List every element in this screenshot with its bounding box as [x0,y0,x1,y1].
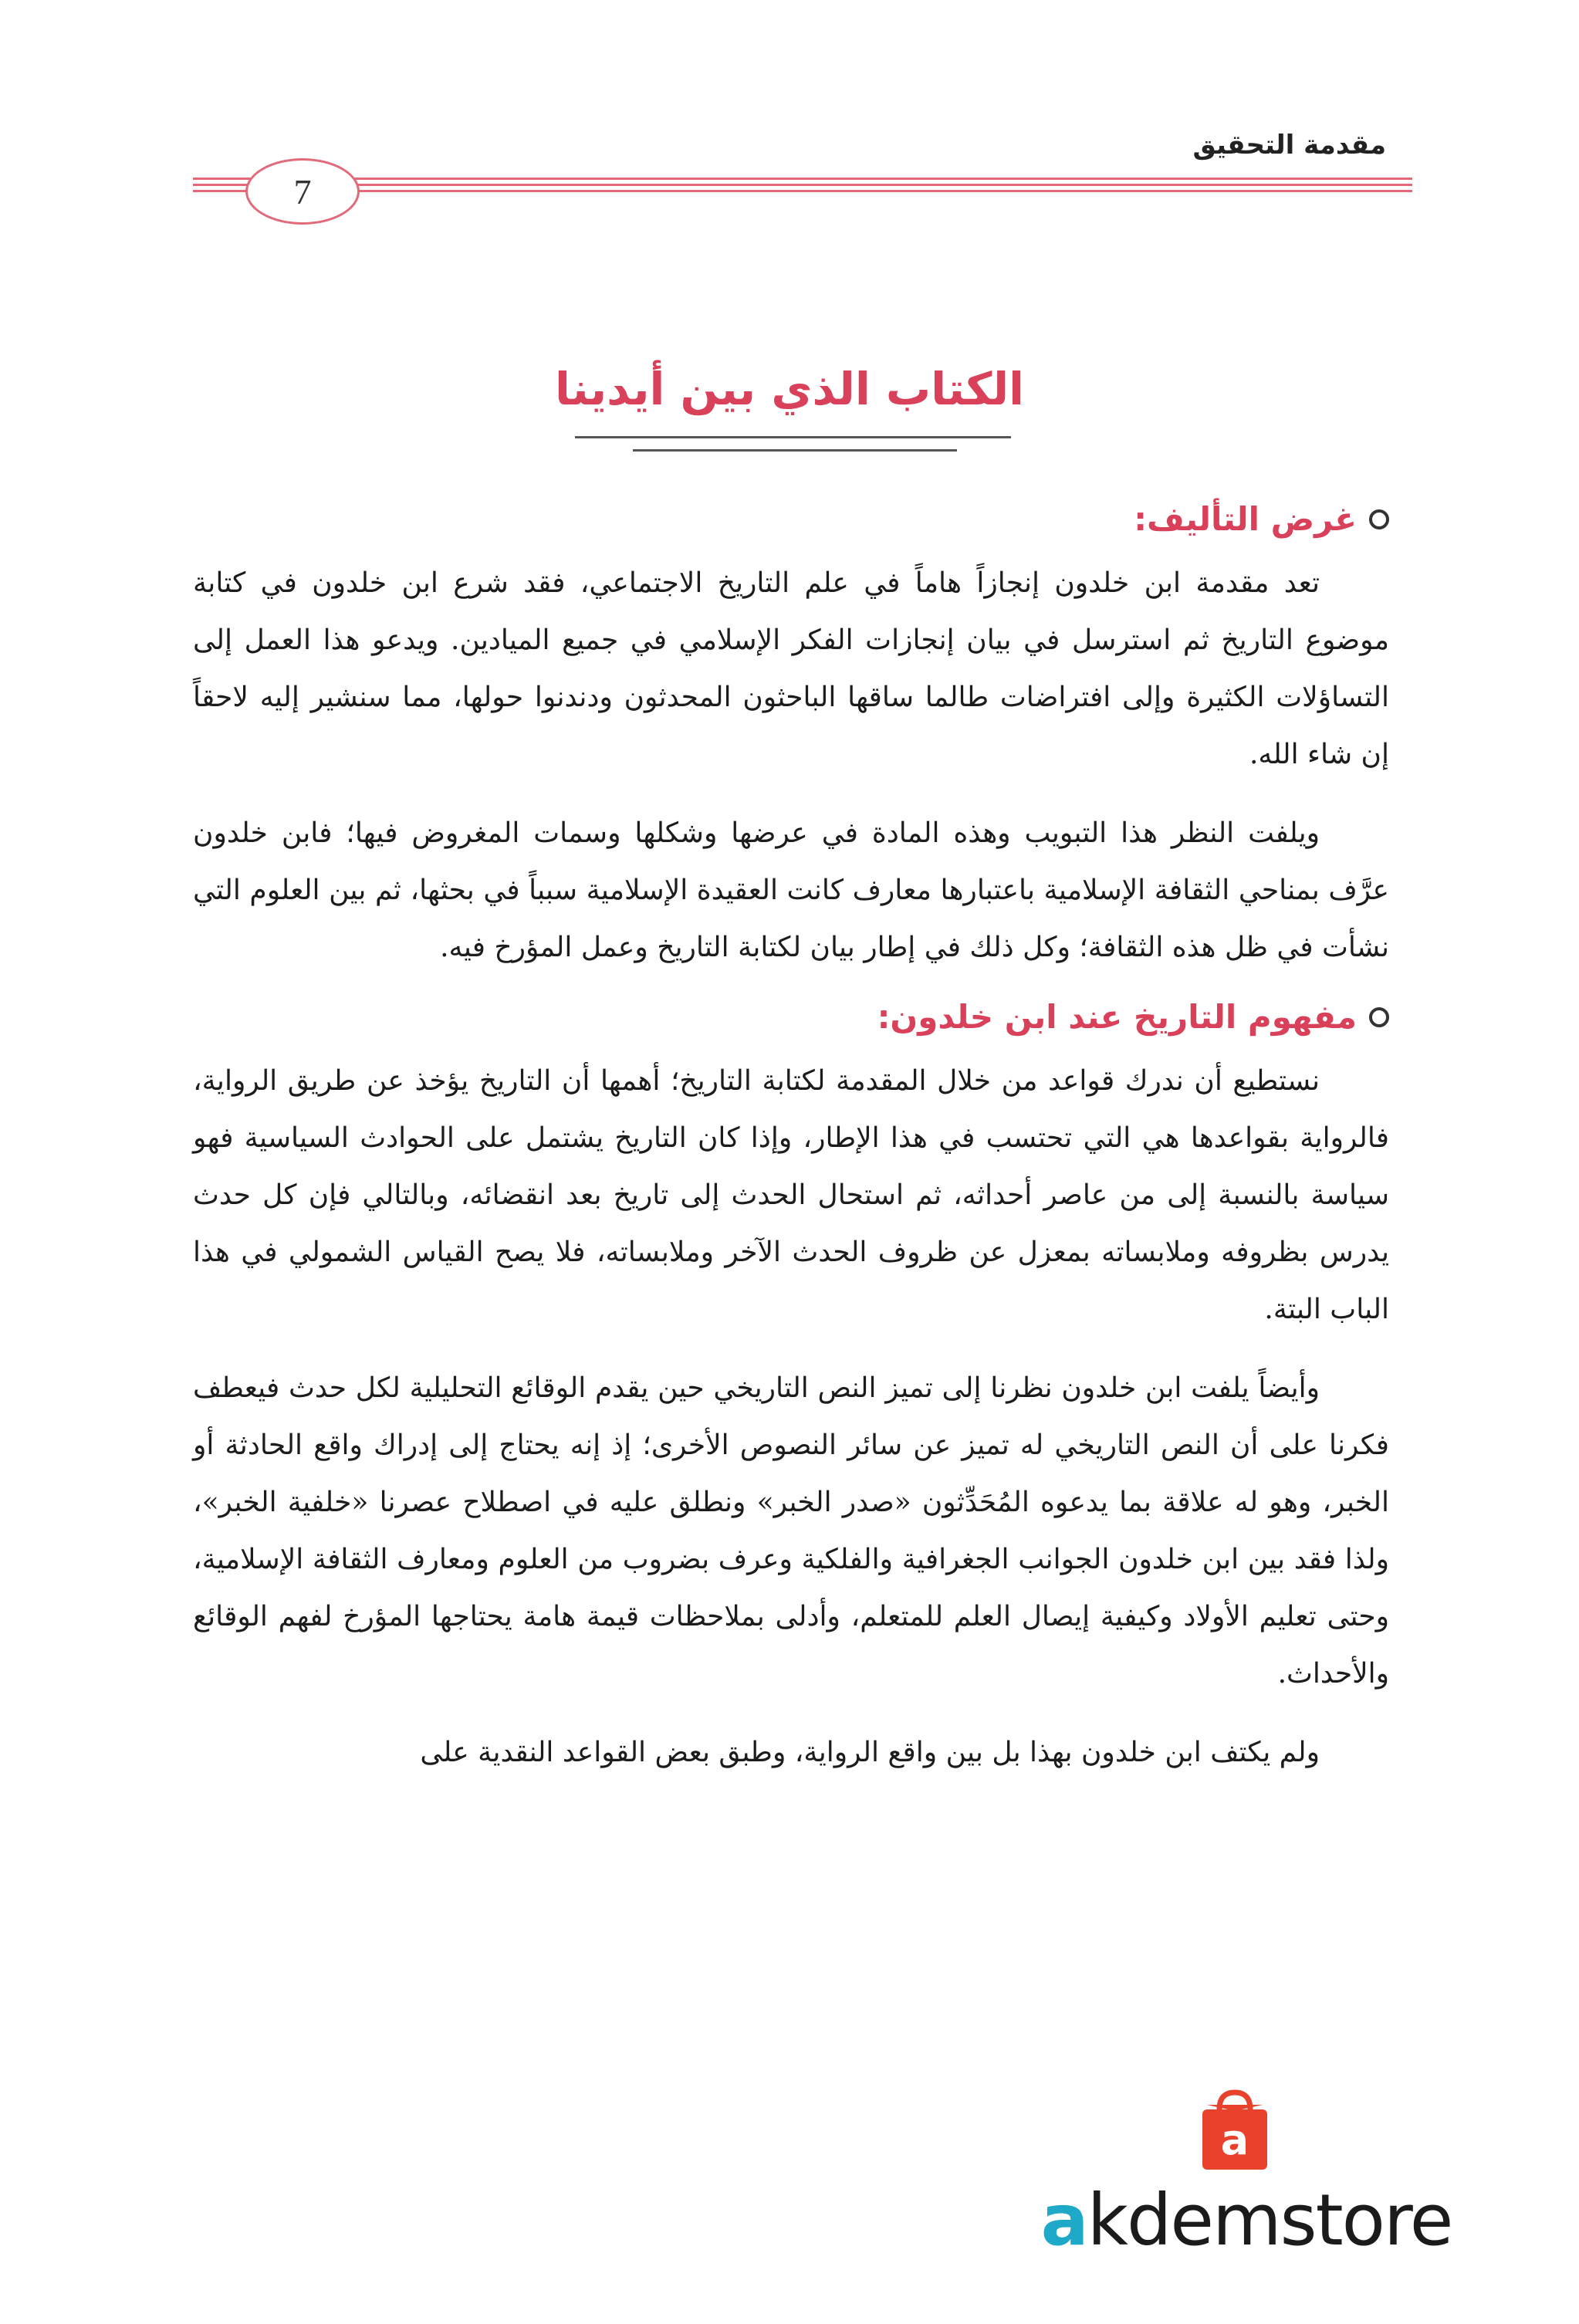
title-underline [575,436,1011,438]
bullet-circle-icon [1369,509,1389,529]
body-text [193,486,1389,1803]
brand-name [1038,2179,1455,2261]
header-rule [193,176,1412,193]
brand-rest: kdemstore [1087,2179,1452,2261]
store-logo [1038,2088,1455,2281]
subheading-concept [193,998,1389,1036]
paragraph: ويلفت النظر هذا التبويب وهذه المادة في عرضها وشكلها وسمات المغروض فيها؛ فابن خلدون عرَّف بمناحي الثقافة الإسلامية باعتبارها معارف كانت العقيدة الإسلامية سبباً في بحثها، ثم بين العلوم التي نشأت في ظل هذه الثقافة؛ وكل ذلك في إطار بيان لكتابة التاريخ وعمل المؤرخ فيه. [193,817,1389,963]
brand-a: a [1040,2179,1087,2261]
svg-text:a: a [1220,2116,1249,2164]
subheading-text: مفهوم التاريخ عند ابن خلدون: [877,998,1357,1036]
title-underline-short [633,449,957,452]
running-title: مقدمة التحقيق [1192,130,1386,161]
paragraph: وأيضاً يلفت ابن خلدون نظرنا إلى تميز النص التاريخي حين يقدم الوقائع التحليلية لكل حدث فيعطف فكرنا على أن النص التاريخي له تميز عن سائر النصوص الأخرى؛ إذ إنه يحتاج إلى إدراك واقع الحادثة أو الخبر، وهو له علاقة بما يدعوه المُحَدِّثون «صدر الخبر» ونطلق عليه في اصطلاح عصرنا «خلفية الخبر»، ولذا فقد بين ابن خلدون الجوانب الجغرافية والفلكية وعرف بضروب من العلوم ومعارف الثقافة الإسلامية، وحتى تعليم الأولاد وكيفية إيصال العلم للمتعلم، وأدلى بملاحظات قيمة هامة يحتاجها المؤرخ لفهم الوقائع والأحداث. [193,1372,1389,1690]
shopping-bag-icon [1196,2088,1273,2173]
page-number: 7 [245,158,360,225]
paragraph: تعد مقدمة ابن خلدون إنجازاً هاماً في علم التاريخ الاجتماعي، فقد شرع ابن خلدون في كتابة موضوع التاريخ ثم استرسل في بيان إنجازات الفكر الإسلامي في جميع الميادين. ويدعو هذا العمل إلى التساؤلات الكثيرة وإلى افتراضات طالما ساقها الباحثون المحدثون ودندنوا حولها، مما سنشير إليه لاحقاً إن شاء الله. [193,567,1389,770]
paragraph: نستطيع أن ندرك قواعد من خلال المقدمة لكتابة التاريخ؛ أهمها أن التاريخ يؤخذ عن طريق الرواية، فالرواية بقواعدها هي التي تحتسب في هذا الإطار، وإذا كان التاريخ يشتمل على الحوادث السياسية فهو سياسة بالنسبة إلى من عاصر أحداثه، ثم استحال الحدث إلى تاريخ بعد انقضائه، وبالتالي فإن كل حدث يدرس بظروفه وملابساته بمعزل عن ظروف الحدث الآخر وملابساته، فلا يصح القياس الشمولي في هذا الباب البتة. [193,1065,1389,1325]
paragraph: ولم يكتف ابن خلدون بهذا بل بين واقع الرواية، وطبق بعض القواعد النقدية على [420,1737,1320,1768]
subheading-text: غرض التأليف: [1134,500,1357,538]
subheading-purpose [193,500,1389,538]
bullet-circle-icon [1369,1007,1389,1027]
section-title: الكتاب الذي بين أيدينا [554,363,1025,415]
